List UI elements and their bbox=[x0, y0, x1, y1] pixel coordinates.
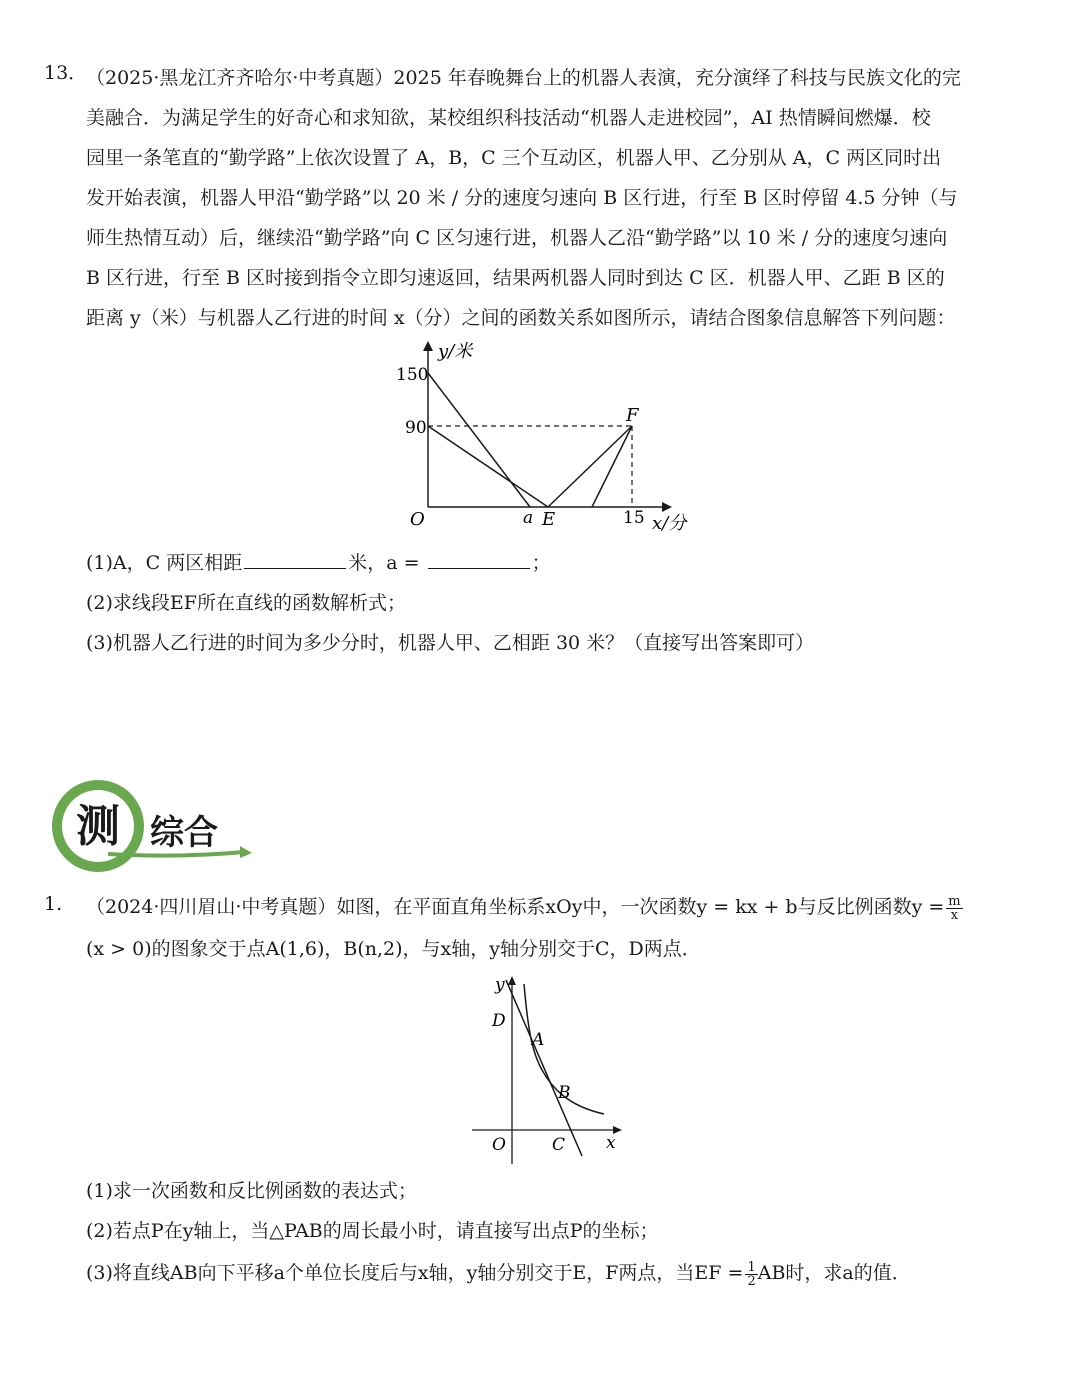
q1-sub-question-3 bbox=[86, 1258, 911, 1288]
point-A-label: A bbox=[532, 1030, 545, 1050]
sub-question-3: (3)机器人乙行进的时间为多少分时，机器人甲、乙相距 30 米？（直接写出答案即可） bbox=[86, 632, 815, 654]
distance-time-graph bbox=[380, 335, 710, 545]
y-axis-label: y/米 bbox=[438, 341, 473, 362]
sub1-text-b: 米，a = bbox=[348, 552, 420, 574]
tick-a: a bbox=[523, 508, 534, 528]
fraction-m-over-x bbox=[946, 895, 962, 922]
question-line: B 区行进，行至 B 区时接到指令立即匀速返回，结果两机器人同时到达 C 区．机器人甲、乙距 B 区的 bbox=[86, 267, 945, 289]
x-axis-label: x/分 bbox=[652, 513, 687, 534]
badge-char: 测 bbox=[76, 801, 120, 852]
y-label: y bbox=[495, 975, 505, 995]
origin-label: O bbox=[410, 509, 425, 530]
sub1-text-a: (1)A，C 两区相距 bbox=[86, 552, 243, 574]
tick-90: 90 bbox=[405, 418, 427, 438]
question-line: 发开始表演，机器人甲沿“勤学路”以 20 米 / 分的速度匀速向 B 区行进，行至 B 区时停留 4.5 分钟（与 bbox=[86, 187, 958, 209]
sub-question-1 bbox=[86, 548, 551, 575]
segment-yi-1 bbox=[428, 426, 548, 507]
question-text bbox=[86, 58, 1026, 338]
sub-question-2: (2)求线段EF所在直线的函数解析式； bbox=[86, 592, 406, 614]
tick-15: 15 bbox=[623, 508, 645, 528]
section-badge bbox=[48, 778, 258, 874]
segment-EF bbox=[548, 426, 632, 507]
point-D-label: D bbox=[492, 1011, 506, 1031]
frac-numerator: 1 bbox=[747, 1259, 756, 1275]
question-number: 13． bbox=[44, 62, 88, 84]
frac-numerator: m bbox=[948, 893, 961, 909]
question-number: 1. bbox=[44, 893, 63, 915]
question-line: 距离 y（米）与机器人乙行进的时间 x（分）之间的函数关系如图所示，请结合图象信息解答下列问题： bbox=[86, 307, 956, 329]
question-line: （2025·黑龙江齐齐哈尔·中考真题）2025 年春晚舞台上的机器人表演，充分演绎了科技与民族文化的完 bbox=[86, 67, 961, 89]
frac-denominator: 2 bbox=[747, 1273, 756, 1289]
question-line: 园里一条笔直的“勤学路”上依次设置了 A，B，C 三个互动区，机器人甲、乙分别从 A，C 两区同时出 bbox=[86, 147, 942, 169]
origin-label: O bbox=[492, 1135, 506, 1155]
x-label: x bbox=[606, 1133, 616, 1153]
tick-E: E bbox=[542, 509, 556, 530]
badge-arrow bbox=[240, 846, 252, 858]
answer-blank-a[interactable] bbox=[428, 548, 530, 569]
question-line: 美融合．为满足学生的好奇心和求知欲，某校组织科技活动“机器人走进校园”，AI 热情瞬间燃爆．校 bbox=[86, 107, 931, 129]
question-1-text bbox=[86, 886, 1016, 970]
question-line: (x > 0)的图象交于点A(1,6)，B(n,2)，与x轴，y轴分别交于C，D两点． bbox=[86, 938, 701, 960]
tick-150: 150 bbox=[396, 365, 429, 385]
frac-denominator: x bbox=[950, 907, 959, 923]
section-title: 综合 bbox=[150, 813, 218, 853]
x-axis-arrow bbox=[662, 502, 672, 512]
question-line: 师生热情互动）后，继续沿“勤学路”向 C 区匀速行进，机器人乙沿“勤学路”以 10 米 / 分的速度匀速向 bbox=[86, 227, 948, 249]
segment-jia-2 bbox=[592, 426, 632, 507]
q1-sub-question-2: (2)若点P在y轴上，当△PAB的周长最小时，请直接写出点P的坐标； bbox=[86, 1220, 659, 1242]
segment-jia-1 bbox=[428, 373, 530, 507]
sub1-text-c: ； bbox=[531, 552, 551, 574]
point-B-label: B bbox=[558, 1083, 571, 1103]
question-line bbox=[86, 886, 1016, 928]
q1-sub-question-1: (1)求一次函数和反比例函数的表达式； bbox=[86, 1180, 417, 1202]
function-graph bbox=[468, 970, 628, 1170]
point-C-label: C bbox=[552, 1135, 566, 1155]
sub3-text-a: (3)将直线AB向下平移a个单位长度后与x轴，y轴分别交于E，F两点，当EF = bbox=[86, 1262, 744, 1284]
fraction-one-half bbox=[745, 1261, 757, 1288]
answer-blank-distance[interactable] bbox=[244, 548, 346, 569]
q1-line1-text: （2024·四川眉山·中考真题）如图，在平面直角坐标系xOy中，一次函数y = kx + b与反比例函数y = bbox=[86, 896, 945, 918]
point-F-label: F bbox=[626, 405, 639, 426]
y-axis-arrow bbox=[423, 341, 433, 351]
y-axis-arrow bbox=[508, 976, 516, 985]
sub3-text-b: AB时，求a的值． bbox=[757, 1262, 911, 1284]
